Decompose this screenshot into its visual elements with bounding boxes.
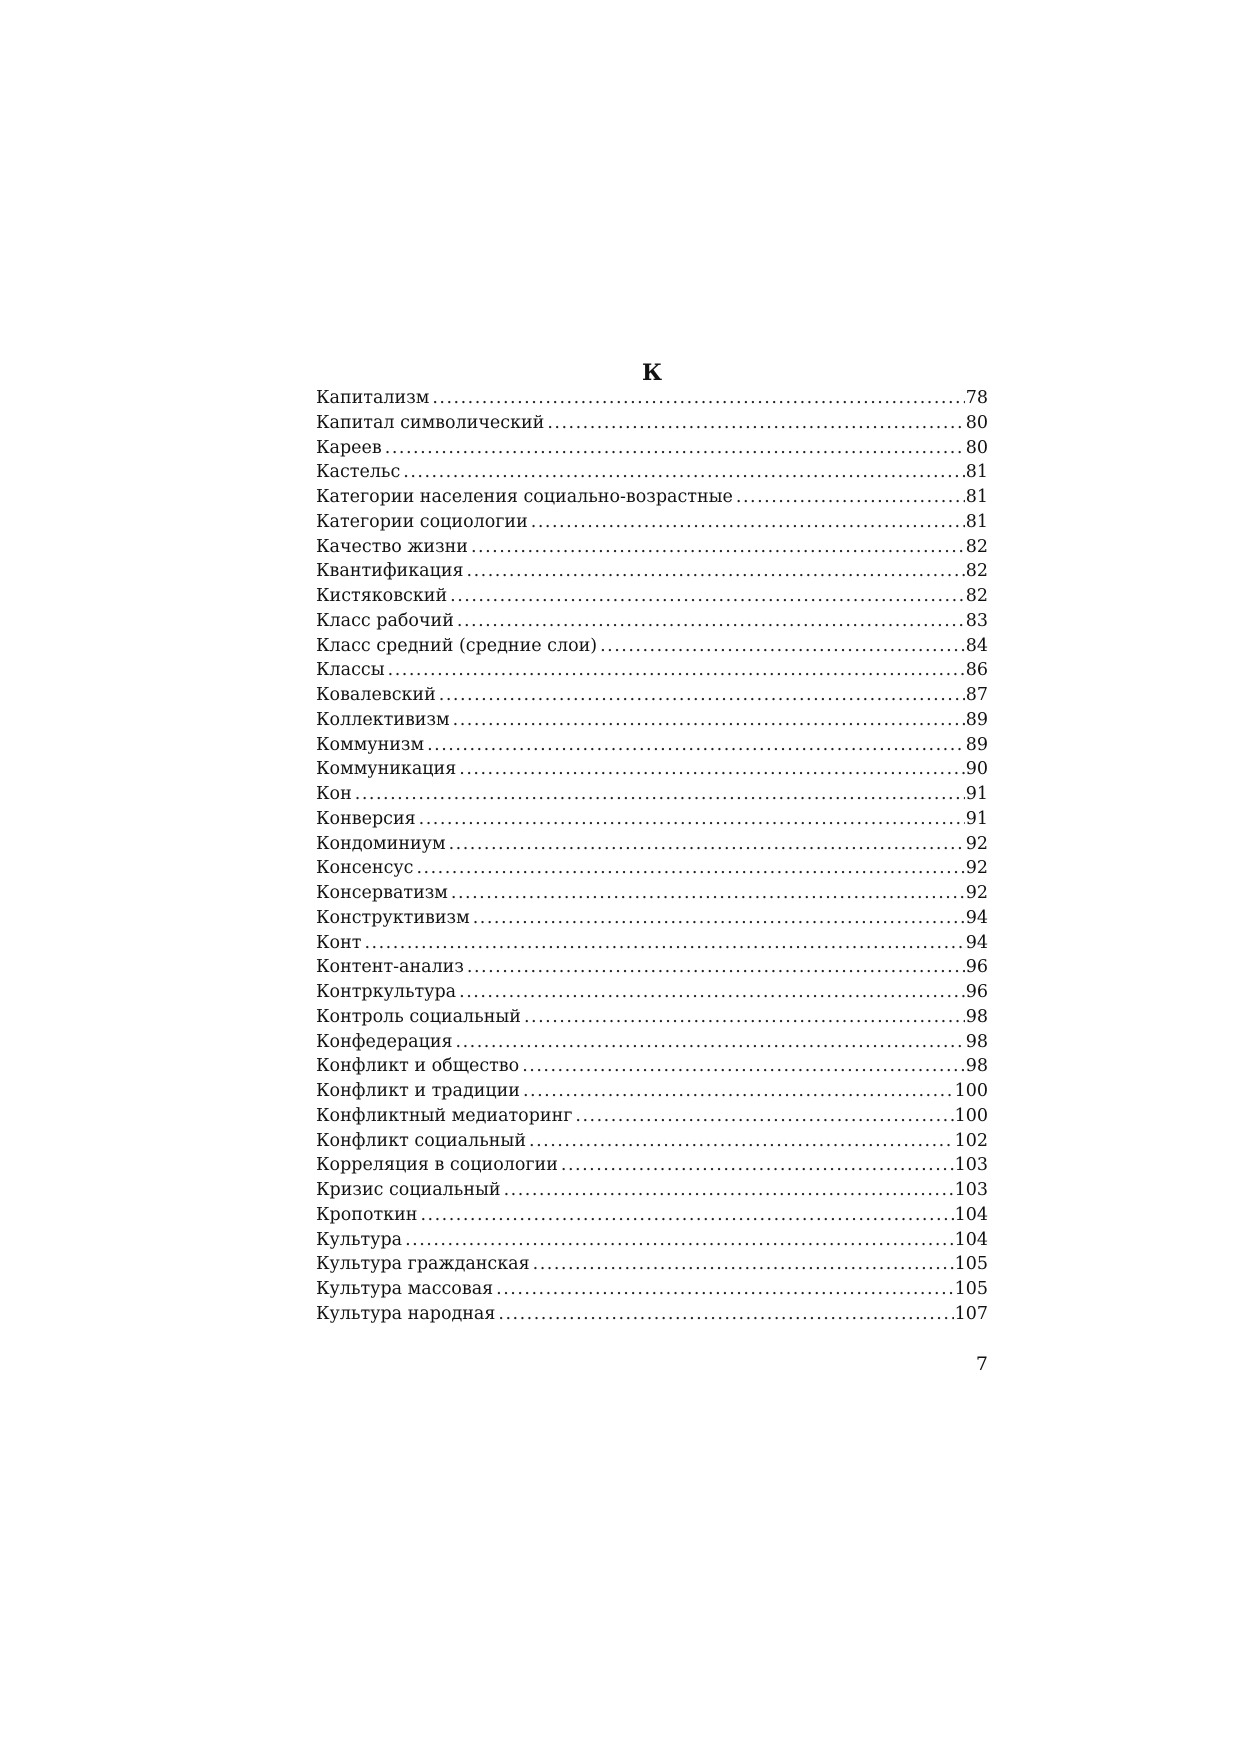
toc-entry-title: Квантификация <box>316 561 464 582</box>
toc-entry <box>316 1153 988 1178</box>
toc-entry-title: Кастельс <box>316 462 401 483</box>
toc-entry <box>316 708 988 733</box>
dot-leader <box>736 485 965 510</box>
toc-entry <box>316 386 988 411</box>
toc-entry <box>316 733 988 758</box>
dot-leader <box>453 708 965 733</box>
toc-entry-title: Конфликтный медиаторинг <box>316 1105 573 1126</box>
toc-entry <box>316 757 988 782</box>
toc-entry-title: Коллективизм <box>316 709 450 730</box>
dot-leader <box>459 757 964 782</box>
dot-leader <box>457 609 965 634</box>
toc-entry-title: Коммуникация <box>316 759 457 780</box>
toc-entry-page: 89 <box>965 734 988 755</box>
toc-entry-page: 92 <box>965 858 988 879</box>
toc-entry <box>316 1228 988 1253</box>
toc-entry <box>316 1054 988 1079</box>
toc-entry-title: Культура <box>316 1229 403 1250</box>
toc-entry-title: Конверсия <box>316 808 416 829</box>
toc-entry <box>316 906 988 931</box>
toc-entry-page: 81 <box>965 487 988 507</box>
toc-entry <box>316 1252 988 1277</box>
toc-entry <box>316 535 988 560</box>
toc-entry-page: 80 <box>965 412 988 433</box>
dot-leader <box>524 1005 965 1030</box>
toc-entry-page: 107 <box>954 1303 988 1324</box>
toc-entry-title: Конфликт и традиции <box>316 1081 520 1101</box>
dot-leader <box>456 1030 965 1055</box>
toc-entry-title: Кон <box>316 784 352 804</box>
dot-leader <box>575 1104 953 1129</box>
toc-entry <box>316 436 988 461</box>
dot-leader <box>451 881 965 906</box>
toc-entry-page: 98 <box>965 1006 988 1027</box>
dot-leader <box>600 634 965 659</box>
toc-entry-page: 84 <box>965 635 988 656</box>
toc-entry <box>316 584 988 609</box>
dot-leader <box>427 733 965 758</box>
dot-leader <box>355 782 965 807</box>
page-number: 7 <box>975 1353 988 1375</box>
toc-entry <box>316 634 988 659</box>
toc-entry-page: 87 <box>965 685 988 705</box>
dot-leader <box>449 832 965 857</box>
toc-entry-title: Категории населения социально-возрастные <box>316 487 733 507</box>
toc-entry <box>316 1178 988 1203</box>
toc-entry <box>316 881 988 906</box>
dot-leader <box>473 906 965 931</box>
toc-entry <box>316 1104 988 1129</box>
toc-entry-page: 103 <box>954 1180 988 1200</box>
toc-entry-title: Культура массовая <box>316 1279 494 1299</box>
toc-entry <box>316 609 988 634</box>
dot-leader <box>450 584 965 609</box>
toc-entry-title: Класс средний (средние слои) <box>316 635 598 656</box>
toc-entry-page: 98 <box>965 1031 988 1052</box>
dot-leader <box>403 460 964 485</box>
toc-entry <box>316 807 988 832</box>
toc-entry-title: Контркультура <box>316 982 457 1002</box>
toc-entry-title: Кризис социальный <box>316 1180 501 1200</box>
toc-entry-title: Контент-анализ <box>316 957 464 978</box>
toc-entry <box>316 460 988 485</box>
dot-leader <box>504 1178 954 1203</box>
toc-entry <box>316 955 988 980</box>
toc-entry-page: 102 <box>954 1130 988 1151</box>
dot-leader <box>471 535 965 560</box>
dot-leader <box>388 658 965 683</box>
toc-entry-title: Кистяковский <box>316 586 448 606</box>
toc-entry-page: 82 <box>965 586 988 606</box>
toc-entry-page: 103 <box>954 1155 988 1176</box>
dot-leader <box>416 856 964 881</box>
toc-entry-page: 92 <box>965 883 988 903</box>
toc-entry <box>316 559 988 584</box>
toc-entry-title: Культура народная <box>316 1303 496 1324</box>
toc-entry-page: 94 <box>965 932 988 953</box>
toc-entry <box>316 1079 988 1104</box>
dot-leader <box>385 436 965 461</box>
toc-entry <box>316 1302 988 1327</box>
toc-entry-page: 91 <box>965 808 988 829</box>
toc-entry-title: Конфликт социальный <box>316 1130 526 1151</box>
toc-entry-page: 105 <box>954 1254 988 1275</box>
dot-leader <box>419 807 965 832</box>
dot-leader <box>459 980 965 1005</box>
toc-entry-page: 80 <box>965 437 988 458</box>
toc-entry <box>316 856 988 881</box>
toc-entry-page: 104 <box>954 1229 988 1250</box>
toc-entry-title: Консерватизм <box>316 883 448 903</box>
toc-entry-title: Капитал символический <box>316 412 545 433</box>
toc-entry-page: 81 <box>965 462 988 483</box>
toc-entry <box>316 658 988 683</box>
toc-entry <box>316 980 988 1005</box>
toc-entry-title: Качество жизни <box>316 536 468 557</box>
toc-entry-page: 90 <box>965 759 988 780</box>
toc-entry-page: 83 <box>965 610 988 631</box>
toc-entry-page: 94 <box>965 907 988 928</box>
dot-leader <box>432 386 964 411</box>
toc-entry <box>316 1129 988 1154</box>
dot-leader <box>531 510 965 535</box>
dot-leader <box>405 1228 953 1253</box>
toc-entry-page: 104 <box>954 1204 988 1225</box>
toc-entry-title: Контроль социальный <box>316 1006 521 1027</box>
toc-entry-title: Конфедерация <box>316 1031 453 1052</box>
toc-entry <box>316 485 988 510</box>
toc-entry-page: 91 <box>965 784 988 804</box>
toc-entry-title: Ковалевский <box>316 685 436 705</box>
dot-leader <box>561 1153 954 1178</box>
toc-entry-page: 96 <box>965 957 988 978</box>
dot-leader <box>522 1054 965 1079</box>
toc-entry-page: 100 <box>954 1105 988 1126</box>
toc-entry-page: 86 <box>965 660 988 681</box>
toc-entry <box>316 1277 988 1302</box>
toc-entry-title: Класс рабочий <box>316 610 454 631</box>
dot-leader <box>496 1277 953 1302</box>
toc-entry-page: 82 <box>965 536 988 557</box>
toc-entry-title: Кондоминиум <box>316 833 446 854</box>
dot-leader <box>364 931 964 956</box>
dot-leader <box>547 411 964 436</box>
dot-leader <box>467 559 965 584</box>
toc-entry-title: Капитализм <box>316 388 430 408</box>
toc-entry-title: Кропоткин <box>316 1204 418 1225</box>
toc-entry-title: Классы <box>316 660 385 681</box>
toc-entry-page: 96 <box>965 982 988 1002</box>
toc-entry-title: Категории социологии <box>316 511 528 532</box>
toc-entry-page: 78 <box>965 388 988 408</box>
toc-entry-title: Конструктивизм <box>316 907 470 928</box>
toc-entry-title: Конт <box>316 932 362 953</box>
toc-entry <box>316 931 988 956</box>
toc-entry-page: 89 <box>965 709 988 730</box>
toc-entry-page: 100 <box>954 1081 988 1101</box>
dot-leader <box>529 1129 954 1154</box>
dot-leader <box>533 1252 954 1277</box>
dot-leader <box>420 1203 953 1228</box>
toc-entry-page: 82 <box>965 561 988 582</box>
toc-entry-title: Коммунизм <box>316 734 425 755</box>
toc-entry-title: Корреляция в социологии <box>316 1155 558 1176</box>
dot-leader <box>523 1079 954 1104</box>
toc-entry <box>316 1203 988 1228</box>
toc-entry <box>316 411 988 436</box>
dot-leader <box>439 683 965 708</box>
toc-entry <box>316 1030 988 1055</box>
section-heading: К <box>641 360 662 386</box>
toc-entry-page: 98 <box>965 1056 988 1077</box>
toc-entry <box>316 1005 988 1030</box>
toc-entry <box>316 510 988 535</box>
toc-entry <box>316 832 988 857</box>
toc-entry-title: Консенсус <box>316 858 414 879</box>
toc-entry-page: 81 <box>965 511 988 532</box>
table-of-contents <box>316 386 988 1327</box>
toc-entry <box>316 782 988 807</box>
toc-entry-title: Конфликт и общество <box>316 1056 520 1077</box>
toc-entry <box>316 683 988 708</box>
toc-entry-title: Кареев <box>316 437 382 458</box>
toc-entry-page: 105 <box>954 1279 988 1299</box>
dot-leader <box>467 955 965 980</box>
toc-entry-title: Культура гражданская <box>316 1254 530 1275</box>
toc-entry-page: 92 <box>965 833 988 854</box>
dot-leader <box>498 1302 953 1327</box>
